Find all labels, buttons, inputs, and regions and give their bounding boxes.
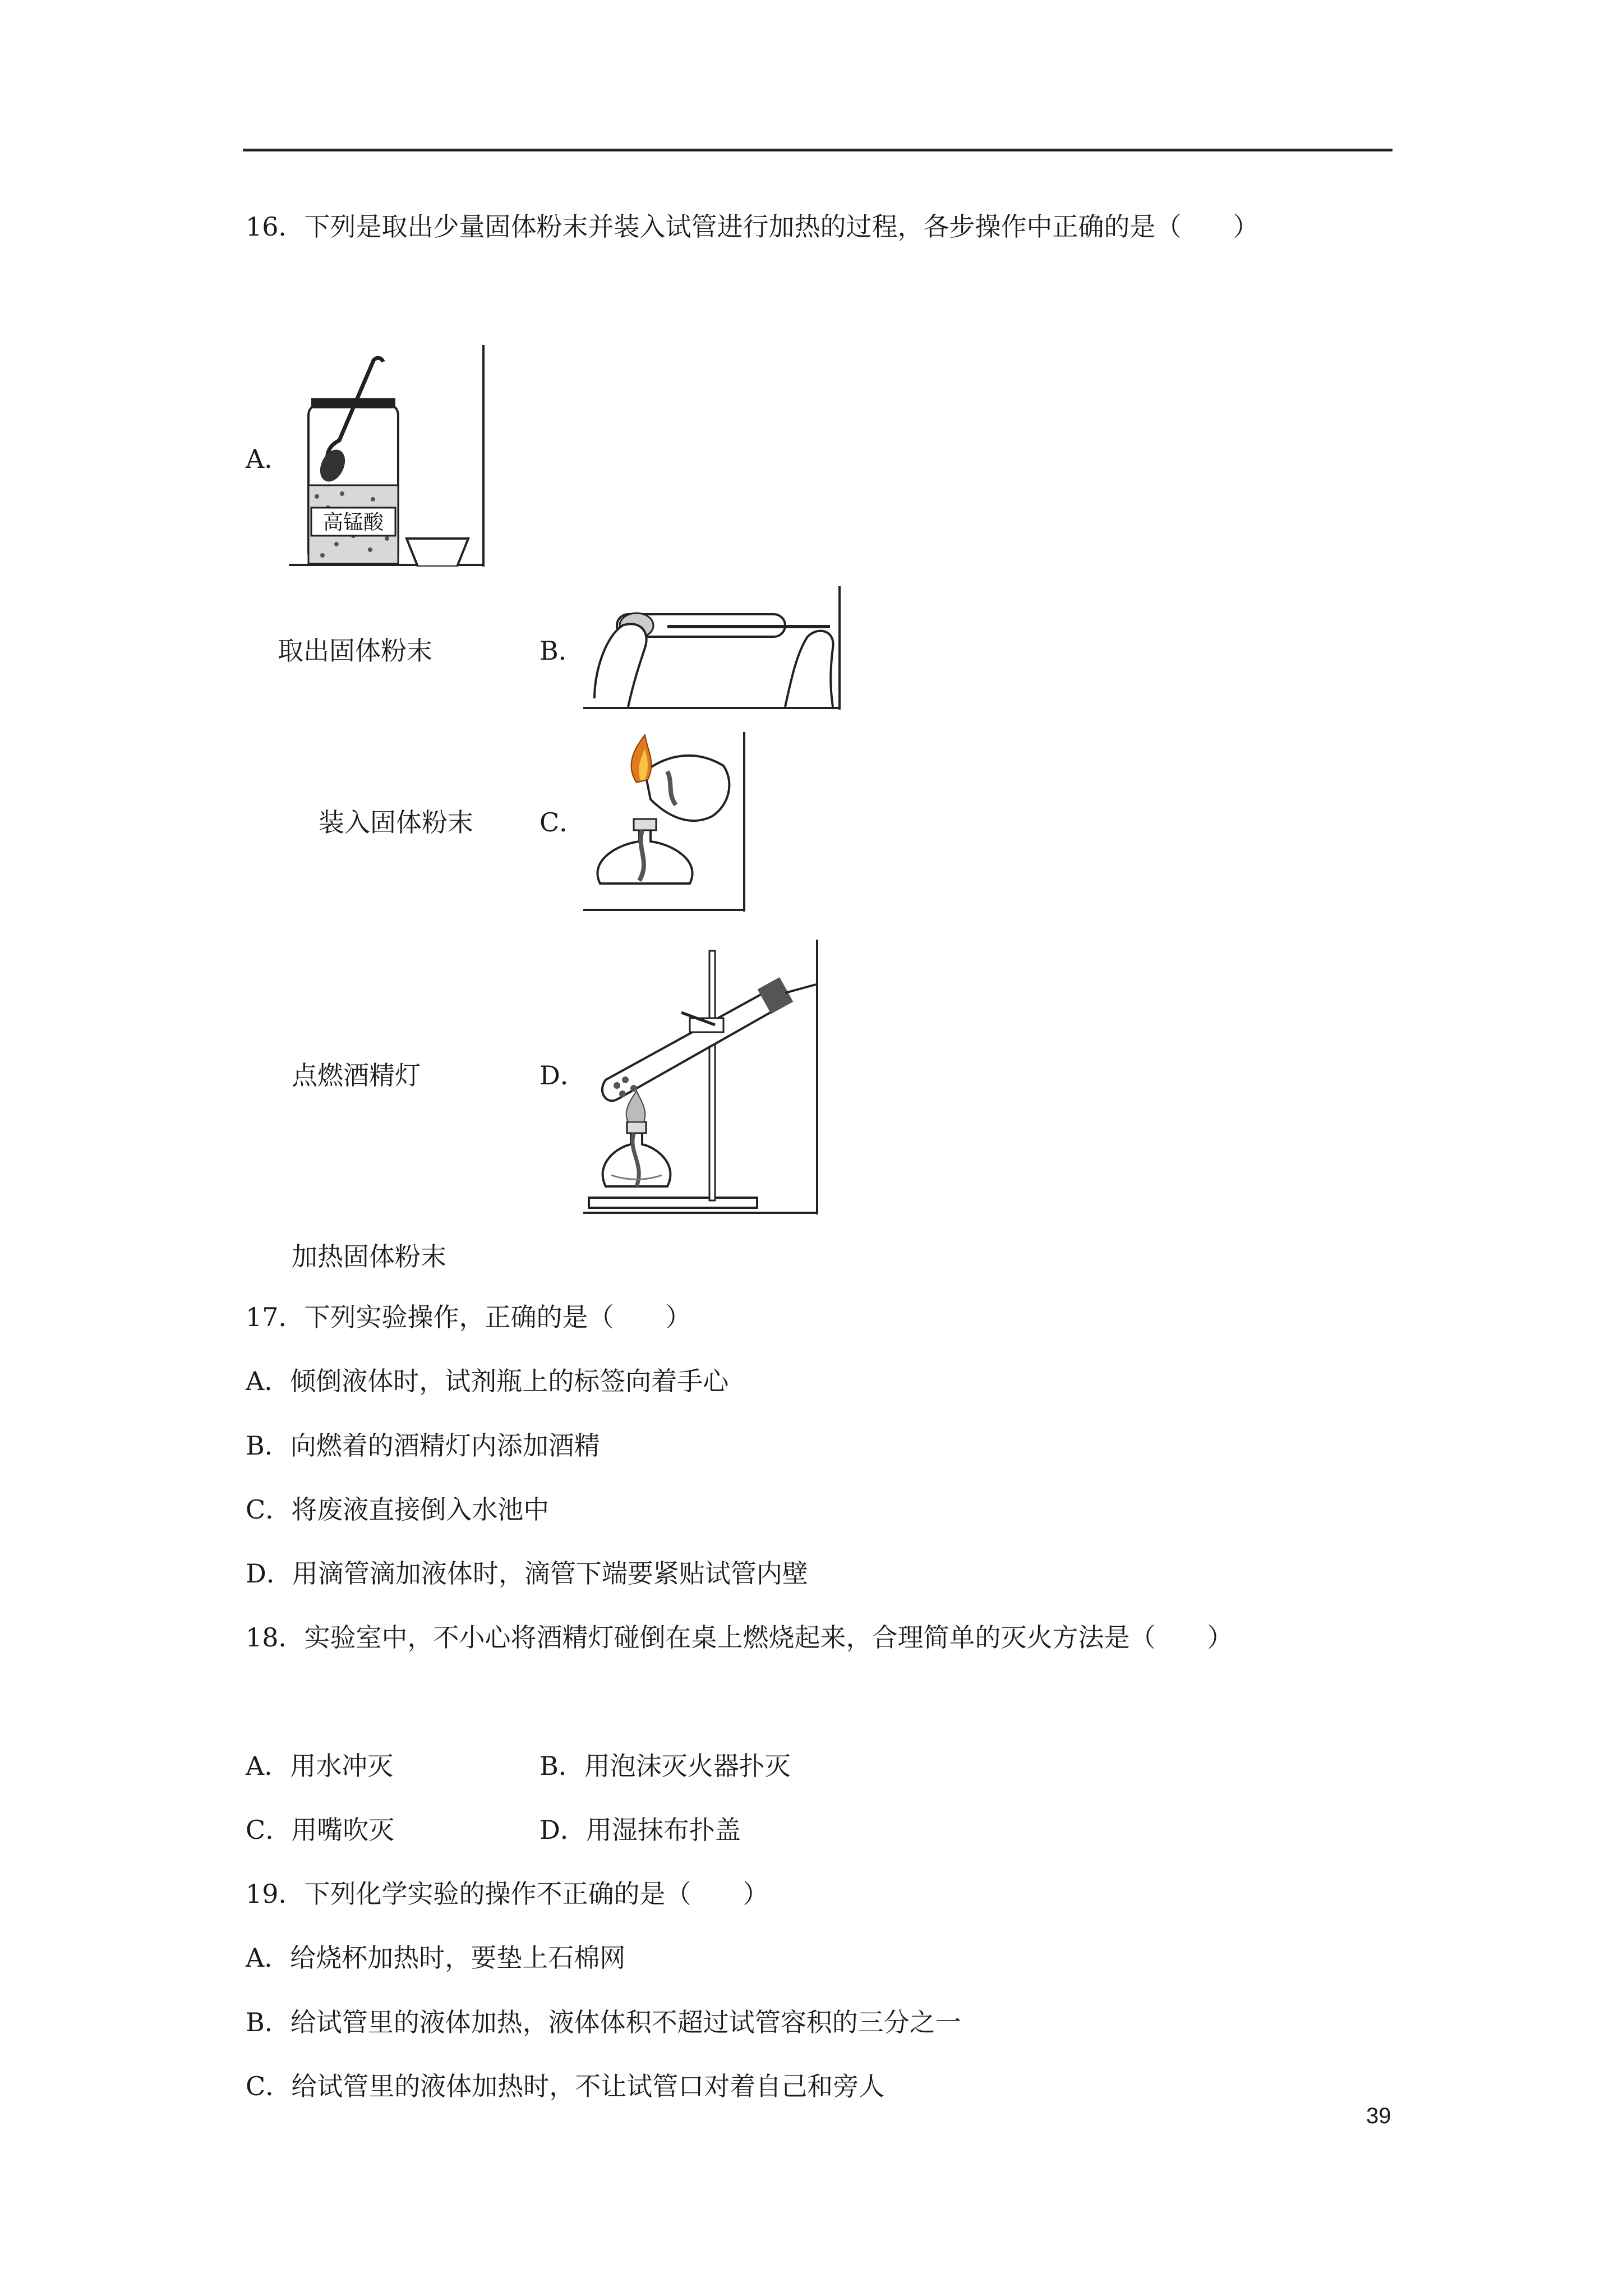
q18-stem: 18．实验室中，不小心将酒精灯碰倒在桌上燃烧起来，合理简单的灭火方法是（ ） xyxy=(246,1622,1233,1653)
q19-option-c: C．给试管里的液体加热时，不让试管口对着自己和旁人 xyxy=(246,2071,885,2101)
q17-option-c: C．将废液直接倒入水池中 xyxy=(246,1494,550,1525)
q19-stem: 19．下列化学实验的操作不正确的是（ ） xyxy=(246,1879,769,1909)
page-number: 39 xyxy=(1366,2104,1391,2128)
q18-option-c: C．用嘴吹灭 xyxy=(246,1815,395,1845)
reagent-label-text: 高锰酸 xyxy=(322,511,384,534)
q16-stem: 16．下列是取出少量固体粉末并装入试管进行加热的过程，各步操作中正确的是（ ） xyxy=(246,211,1259,242)
q16-option-a-letter: A． xyxy=(246,444,291,474)
lighting-alcohol-lamp-figure xyxy=(583,732,746,912)
q17-option-a: A．倾倒液体时，试剂瓶上的标签向着手心 xyxy=(246,1366,729,1396)
q16-option-d-caption: 加热固体粉末 xyxy=(292,1241,446,1272)
q18-option-d: D．用湿抹布扑盖 xyxy=(540,1815,741,1845)
q18-option-b: B．用泡沫灭火器扑灭 xyxy=(540,1751,791,1781)
test-tube-loading-figure xyxy=(583,586,841,710)
q17-stem: 17．下列实验操作，正确的是（ ） xyxy=(246,1302,691,1332)
q17-option-d: D．用滴管滴加液体时，滴管下端要紧贴试管内壁 xyxy=(246,1558,808,1589)
q16-option-c-caption: 点燃酒精灯 xyxy=(292,1060,421,1091)
q16-option-c-letter: C． xyxy=(540,807,585,838)
q16-option-a-caption: 取出固体粉末 xyxy=(278,636,432,666)
q16-option-d-letter: D． xyxy=(540,1060,586,1091)
q18-option-a: A．用水冲灭 xyxy=(246,1751,394,1781)
q16-option-b-caption: 装入固体粉末 xyxy=(319,807,473,838)
q17-option-b: B．向燃着的酒精灯内添加酒精 xyxy=(246,1430,600,1461)
q19-option-b: B．给试管里的液体加热，液体体积不超过试管容积的三分之一 xyxy=(246,2007,961,2037)
header-rule xyxy=(243,149,1393,151)
q16-option-b-letter: B． xyxy=(540,636,584,666)
heating-test-tube-figure xyxy=(583,940,819,1214)
q19-option-a: A．给烧杯加热时，要垫上石棉网 xyxy=(246,1943,626,1973)
reagent-bottle-spoon-figure xyxy=(289,345,488,567)
